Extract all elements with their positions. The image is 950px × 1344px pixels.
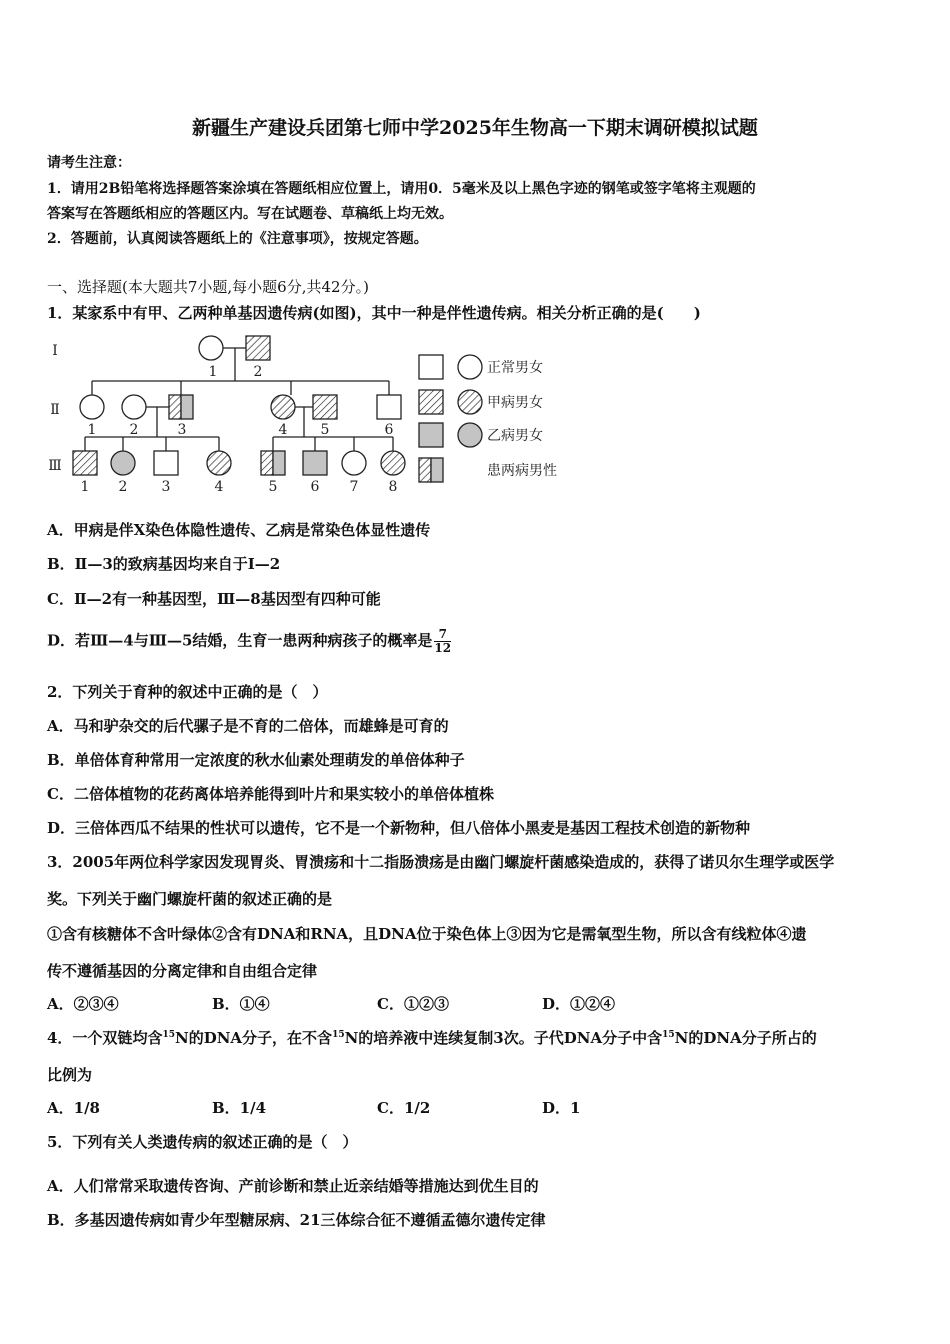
page-title: 新疆生产建设兵团第七师中学2025年生物高一下期末调研模拟试题 xyxy=(192,117,758,139)
q3-line-3: ①含有核糖体不含叶绿体②含有DNA和RNA，且DNA位于染色体上③因为它是需氧型生物，所以含有线粒体④遗 xyxy=(47,925,807,943)
svg-text:2: 2 xyxy=(118,479,128,495)
q3-option-a: A．②③④ xyxy=(47,995,119,1013)
q4-option-c: C．1/2 xyxy=(377,1099,431,1117)
legend-normal-male xyxy=(419,355,443,379)
ped-III-5-right xyxy=(273,451,285,475)
ped-III-6 xyxy=(303,451,327,475)
svg-text:3: 3 xyxy=(161,479,171,495)
pedigree-figure xyxy=(45,333,585,498)
gen-label-1: Ⅰ xyxy=(52,343,58,359)
q3-option-b: B．①④ xyxy=(212,995,270,1013)
q5-stem: 5．下列有关人类遗传病的叙述正确的是（ ） xyxy=(47,1133,358,1151)
svg-text:7: 7 xyxy=(349,479,359,495)
q1-stem: 1．某家系中有甲、乙两种单基因遗传病(如图)，其中一种是伴性遗传病。相关分析正确的是( ) xyxy=(47,304,701,322)
ped-II-3-right xyxy=(181,395,193,419)
q4-option-b: B．1/4 xyxy=(212,1099,267,1117)
notice-line-3: 2．答题前，认真阅读答题纸上的《注意事项》，按规定答题。 xyxy=(47,231,428,247)
svg-text:1: 1 xyxy=(87,422,97,438)
notice-line-1: 1．请用2B铅笔将选择题答案涂填在答题纸相应位置上，请用0．5毫米及以上黑色字迹的钢笔或签字笔将主观题的 xyxy=(47,181,756,197)
svg-text:3: 3 xyxy=(177,422,187,438)
legend-label-jia: 甲病男女 xyxy=(487,395,543,411)
svg-text:4: 4 xyxy=(214,479,224,495)
notice-heading: 请考生注意： xyxy=(47,155,131,171)
q3-line-4: 传不遵循基因的分离定律和自由组合定律 xyxy=(47,962,318,980)
legend-normal-female xyxy=(458,355,482,379)
section-heading: 一、选择题(本大题共7小题,每小题6分,共42分。) xyxy=(47,278,369,296)
svg-text:6: 6 xyxy=(310,479,320,495)
q3-option-d: D．①②④ xyxy=(542,995,616,1013)
ped-III-2 xyxy=(111,451,135,475)
ped-II-6 xyxy=(377,395,401,419)
svg-text:2: 2 xyxy=(253,364,263,380)
ped-III-7 xyxy=(342,451,366,475)
q4-line-2: 比例为 xyxy=(47,1066,93,1084)
q4-option-a: A．1/8 xyxy=(47,1099,100,1117)
ped-II-3-left xyxy=(169,395,181,419)
q1-option-b: B．Ⅱ—3的致病基因均来自于Ⅰ—2 xyxy=(47,555,281,573)
ped-I-1 xyxy=(199,336,223,360)
ped-III-1 xyxy=(73,451,97,475)
ped-III-8 xyxy=(381,451,405,475)
legend-both-left xyxy=(419,458,431,482)
q3-line-1: 3．2005年两位科学家因发现胃炎、胃溃疡和十二指肠溃疡是由幽门螺旋杆菌感染造成的，获得了诺贝尔生理学或医学 xyxy=(47,853,835,871)
ped-II-4 xyxy=(271,395,295,419)
ped-II-2 xyxy=(122,395,146,419)
svg-text:8: 8 xyxy=(388,479,398,495)
q5-option-a: A．人们常常采取遗传咨询、产前诊断和禁止近亲结婚等措施达到优生目的 xyxy=(47,1177,539,1195)
ped-III-5-left xyxy=(261,451,273,475)
legend-label-both: 患两病男性 xyxy=(487,463,557,479)
q3-line-2: 奖。下列关于幽门螺旋杆菌的叙述正确的是 xyxy=(47,890,333,908)
legend-yi-male xyxy=(419,423,443,447)
fraction-7-12: $\frac{7}{12}$ xyxy=(434,627,452,655)
q2-stem: 2．下列关于育种的叙述中正确的是（ ） xyxy=(47,683,328,701)
svg-text:4: 4 xyxy=(278,422,288,438)
q1-option-c: C．Ⅱ—2有一种基因型，Ⅲ—8基因型有四种可能 xyxy=(47,590,381,608)
q2-option-d: D．三倍体西瓜不结果的性状可以遗传，它不是一个新物种，但八倍体小黑麦是基因工程技术创造的新物种 xyxy=(47,819,751,837)
q4-line-1: 4．一个双链均含$^{15}$N的DNA分子，在不含$^{15}$N的培养液中连续复制3次。子代DNA分子中含$^{15}$N的DNA分子所占的 xyxy=(47,1029,817,1047)
legend-jia-female xyxy=(458,390,482,414)
gen-label-3: Ⅲ xyxy=(48,458,62,474)
ped-II-1 xyxy=(80,395,104,419)
svg-text:1: 1 xyxy=(80,479,90,495)
svg-text:2: 2 xyxy=(129,422,139,438)
svg-text:5: 5 xyxy=(268,479,278,495)
q1-option-a: A．甲病是伴X染色体隐性遗传、乙病是常染色体显性遗传 xyxy=(47,521,431,539)
legend-label-yi: 乙病男女 xyxy=(487,428,543,444)
legend-jia-male xyxy=(419,390,443,414)
ped-III-4 xyxy=(207,451,231,475)
gen-label-2: Ⅱ xyxy=(50,402,60,418)
q2-option-c: C．二倍体植物的花药离体培养能得到叶片和果实较小的单倍体植株 xyxy=(47,785,494,803)
q4-option-d: D．1 xyxy=(542,1099,581,1117)
legend-both-right xyxy=(431,458,443,482)
notice-line-2: 答案写在答题纸相应的答题区内。写在试题卷、草稿纸上均无效。 xyxy=(47,206,453,222)
ped-III-3 xyxy=(154,451,178,475)
svg-text:5: 5 xyxy=(320,422,330,438)
legend-label-normal: 正常男女 xyxy=(487,360,543,376)
ped-II-5 xyxy=(313,395,337,419)
svg-text:1: 1 xyxy=(208,364,218,380)
q3-option-c: C．①②③ xyxy=(377,995,449,1013)
svg-text:6: 6 xyxy=(384,422,394,438)
q2-option-b: B．单倍体育种常用一定浓度的秋水仙素处理萌发的单倍体种子 xyxy=(47,751,465,769)
q5-option-b: B．多基因遗传病如青少年型糖尿病、21三体综合征不遵循孟德尔遗传定律 xyxy=(47,1211,546,1229)
q2-option-a: A．马和驴杂交的后代骡子是不育的二倍体，而雄蜂是可育的 xyxy=(47,717,449,735)
q1-option-d: D．若Ⅲ—4与Ⅲ—5结婚，生育一患两种病孩子的概率是 $\frac{7}{12}$ xyxy=(47,627,452,655)
ped-I-2 xyxy=(246,336,270,360)
legend-yi-female xyxy=(458,423,482,447)
